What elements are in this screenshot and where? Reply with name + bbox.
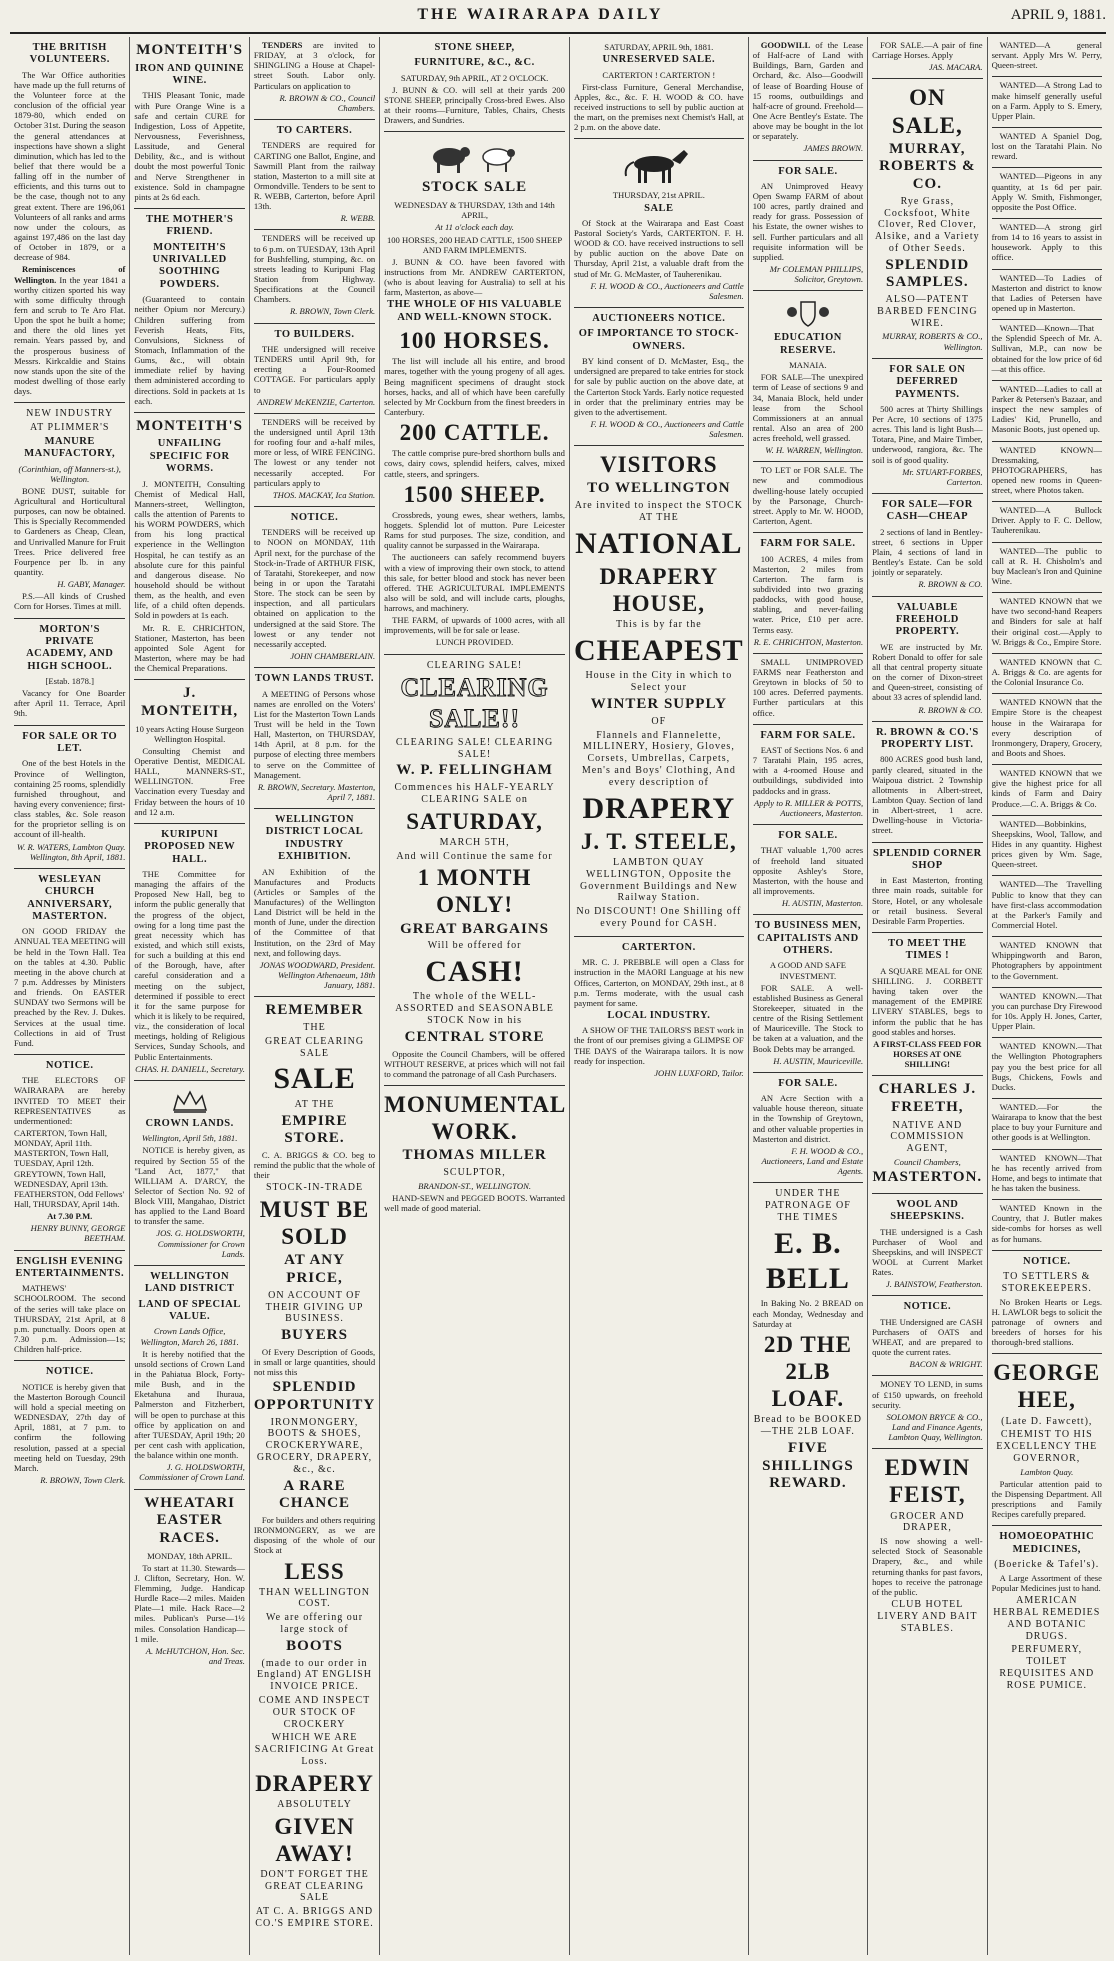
ad-carterton-maori-class: CARTERTON. MR. C. J. PREBBLE will open a Class for instruction in the MAORI Language at his new Offices, Carterton, on MONDAY, 29th inst., at 8 p.m. Terms moderate, with the usual cash payment for same. LOCAL INDUSTRY. A SHOW OF THE TAILORS'S BEST work in the front of our premises giving a GLIMPSE OF THE DAYS of the Wairarapa tailors. It is now ready for inspection. JOHN LUXFORD, Tailor. xyxy=(573,941,744,1078)
wanted-ad: WANTED KNOWN that we have two second-hand Reapers and Binders for sale at half their original cost.—Apply to W. Briggs & Co., Empire Store. xyxy=(992,593,1102,654)
wanted-ad: WANTED—A strong girl from 14 to 16 years to assist in housework. Apply to this office. xyxy=(992,219,1102,270)
ad-business-investment: TO BUSINESS MEN, CAPITALISTS AND OTHERS. A GOOD AND SAFE INVESTMENT. FOR SALE. A well-established Business as General Storekeeper, situated in the centre of the Rising Settlement of Mauriceville. The Stock to be taken at a valuation, and the Book Debts may be arranged. H. AUSTIN, Mauriceville. xyxy=(753,915,863,1073)
livestock-illustration-icon xyxy=(384,139,565,175)
ad-bread-bell: UNDER THE PATRONAGE OF THE TIMES E. B. BELL In Baking No. 2 BREAD on each Monday, Wednesday and Saturday at 2D THE 2LB LOAF. Bread to be BOOKED—THE 2LB LOAF. FIVE SHILLINGS REWARD. xyxy=(752,1188,864,1492)
ad-freehold-property: VALUABLE FREEHOLD PROPERTY. WE are instructed by Mr. Robert Donald to offer for sale all that central property situate on the corner of Dixon-street and Queen-street, consisting of about 33 acres of splendid land. R. BROWN & CO. xyxy=(872,597,982,722)
ad-to-let: TO LET or FOR SALE. The new and commodious dwelling-house lately occupied by the Parsonage, Church-street. Apply to Mr. W. HOOD, Carterton, Agent. xyxy=(753,462,863,533)
ad-borough-notice: NOTICE. NOTICE is hereby given that the Masterton Borough Council will hold a special meeting on WEDNESDAY, 27th day of April, 1881, at 7 p.m. to confirm the following resolution, passed at a special meeting held on Tuesday, 29th March. R. BROWN, Town Clerk. xyxy=(14,1366,126,1485)
ad-hotel-for-sale: FOR SALE OR TO LET. One of the best Hotels in the Province of Wellington, containing 25 rooms, splendidly furnished throughout, and having every convenience; first-class stables, &c. Sole reason for the proprietor selling is on account of ill-health. W. R. WATERS, Lambton Quay. Wellington, 8th April, 1881. xyxy=(14,726,125,869)
column-8 xyxy=(987,37,1106,1955)
wanted-ad: WANTED KNOWN—That he has recently arrived from Home, and begs to intimate that he has taken the business. xyxy=(992,1150,1102,1201)
ad-farm-for-sale-2: FARM FOR SALE. EAST of Sections Nos. 6 and 7 Taratahi Plain, 195 acres, with a 4-roomed House and outbuildings, subdivided into paddocks and in grass. Apply to R. MILLER & POTTS, Auctioneers, Masterton. xyxy=(753,725,863,825)
wanted-ad: WANTED Known in the Country, that J. Butler makes side-combs for horses as well as for humans. xyxy=(992,1200,1102,1251)
ad-swamp-farm: FOR SALE. AN Unimproved Heavy Open Swamp FARM of about 100 acres, partly drained and ready for grass. Possession of his Estate, the owner wishes to sell. Further particulars and all requisite information will be supplied. Mr COLEMAN PHILLIPS, Solicitor, Greytown. xyxy=(753,161,863,292)
ad-morton-academy: MORTON'S PRIVATE ACADEMY, AND HIGH SCHOOL. [Estab. 1878.] Vacancy for One Boarder after April 11. Terrace, April 9th. xyxy=(14,619,125,726)
column-1 xyxy=(10,37,129,1955)
column-5 xyxy=(569,37,748,1955)
column-4 xyxy=(379,37,569,1955)
ad-carriage-horses: FOR SALE.—A pair of fine Carriage Horses. Apply JAS. MACARA. xyxy=(872,37,982,79)
wanted-ad: WANTED—The Travelling Public to know that they can have first-class accommodation at the Parker's Family and Commercial Hotel. xyxy=(992,876,1102,937)
ad-national-drapery: VISITORS TO WELLINGTON Are invited to inspect the STOCK AT THE NATIONAL DRAPERY HOUSE, This is by far the CHEAPEST House in the City in which to Select your WINTER SUPPLY OF Flannels and Flannelette, MILLINERY, Hosiery, Gloves, Corsets, Umbrellas, Carpets, Men's and Boys' Clothing, And every description of DRAPERY J. T. STEELE, LAMBTON QUAY WELLINGTON, Opposite the Government Buildings and New Railway Station. No DISCOUNT! One Shilling off every Pound for CASH. xyxy=(574,446,744,937)
wanted-ad: WANTED—A general servant. Apply Mrs W. Perry, Queen-street. xyxy=(992,37,1102,77)
wanted-ad: WANTED KNOWN that the Empire Store is the cheapest house in the Wairarapa for every description of Ironmongery, Drapery, Grocery, and Boots and Shoes. xyxy=(992,694,1102,765)
ad-stone-sheep: STONE SHEEP, FURNITURE, &C., &C. SATURDAY, 9th APRIL, AT 2 O'CLOCK. J. BUNN & CO. will sell at their yards 200 STONE SHEEP, principally Cross-bred Ewes. Also at their rooms—Furniture, Tables, Chairs, Chests Drawers, and Sundries. xyxy=(384,37,565,132)
ad-exhibition: WELLINGTON DISTRICT LOCAL INDUSTRY EXHIBITION. AN Exhibition of the Manufactures and Products (Articles or Samples of the Manufactures) of the Wellington Land District will be held in the month of June, under the direction of the Committee of that Institution, on the 23rd of May next, and following days. JONAS WOODWARD, President. Wellington Athenaeum, 18th January, 1881. xyxy=(254,809,375,997)
wanted-ad: WANTED—The public to call at R. H. Chisholm's and buy Maclean's Iron and Quinine Wine. xyxy=(992,543,1102,594)
ad-kuripuni-hall: KURIPUNI PROPOSED NEW HALL. THE Committee for managing the affairs of the Proposed New Hall, beg to inform the public generally that the progress of the object, owing for a long time past the great necessity which has existed, and which still exists, for such a building at this end of the Borough, have, after careful consideration and a meeting on the subject, determined if possible to erect it for the same purpose for which it is likely to be required, viz., the consideration of local meetings, holding of Religious Services, Sunday Schools, and Public Entertainments. CHAS. H. DANIELL, Secretary. xyxy=(134,824,244,1081)
ad-goodwill: GOODWILL of the Lease of Half-acre of Land with Buildings, Barn, Garden and Orchard, &c. Also—Goodwill of lease of Boarding House of 15 rooms, outbuildings and half-acre of ground. Freehold—One Acre Bentley's Estate. The above may be bought in the lot or separately. JAMES BROWN. xyxy=(753,37,863,161)
ad-monteith-chemist: J. MONTEITH, 10 years Acting House Surgeon Wellington Hospital. Consulting Chemist and Operative Dentist, MEDICAL HALL, MANNERS-ST., WELLINGTON. Free Vaccination every Tuesday and Friday between the hours of 10 and 12 a.m. xyxy=(134,680,244,824)
masthead xyxy=(10,6,1106,34)
ad-edwin-feist: EDWIN FEIST, GROCER AND DRAPER, IS now showing a well-selected Stock of Seasonable Drapery, &c., and while returning thanks for past favors, hopes to receive the patronage of the public. CLUB HOTEL LIVERY AND BAIT STABLES. xyxy=(872,1455,983,1634)
wanted-ad: WANTED KNOWN.—That you can purchase Dry Firewood for 10s. Apply H. Jones, Carter, Upper Plain. xyxy=(992,988,1102,1039)
ad-education-reserve: EDUCATION RESERVE. MANAIA. FOR SALE—The unexpired term of Lease of sections 9 and 34, Manaia Block, held under lease from the School Commissioners at an annual rental. Also an area of 200 acres freehold, well grassed. W. H. WARREN, Wellington. xyxy=(753,291,863,462)
ad-tenders-bushfelling: TENDERS will be received up to 6 p.m. on TUESDAY, 13th April for Bushfelling, stumping, &c. on streets leading to Kuripuni Flag Station from Highway. Specifications at the Council Chambers. R. BROWN, Town Clerk. xyxy=(254,230,375,323)
wanted-ad: WANTED—Known—That the Splendid Speech of Mr. A. Sullivan, M.P., can now be obtained for the low price of 6d—at this office. xyxy=(992,320,1102,381)
ad-to-meet-times: TO MEET THE TIMES ! A SQUARE MEAL for ONE SHILLING. J. CORBETT having taken over the management of the EMPIRE LIVERY STABLES, begs to inform the public that he has good stables and horses. A FIRST-CLASS FEED FOR HORSES AT ONE SHILLING! xyxy=(872,933,982,1076)
wanted-ad: WANTED—Ladies to call at Parker & Petersen's Bazaar, and inspect the new samples of Ladies' Kid, Prunello, and Masonic Boots, just opened up. xyxy=(992,381,1102,442)
ad-horse-sale: THURSDAY, 21st APRIL. SALE Of Stock at the Wairarapa and East Coast Pastoral Society's Yards, CARTERTON. F. H. WOOD & CO. have received instructions to sell by public auction on the above Date on Thursday, April 21st, a valuable draft from the stud of Mr. G. McMaster, of Tauherenikau. F. H. WOOD & CO., Auctioneers and Cattle Salesmen. xyxy=(574,139,744,308)
ad-stock-notice: NOTICE. TENDERS will be received up to NOON on MONDAY, 11th April next, for the purchase of the Stock-in-Trade of ARTHUR FISK, of Taratahi, Storekeeper, and now being in or upon the Taratahi Store. The stock can be seen by inspection, and all particulars obtained on application to the undersigned at the said Store. The lowest or any tender not necessarily accepted. JOHN CHAMBERLAIN. xyxy=(254,507,375,668)
sale-word: SALE xyxy=(273,1062,356,1096)
column-6 xyxy=(748,37,867,1955)
ad-plimmer-manure: NEW INDUSTRY AT PLIMMER'S MANURE MANUFACTORY, (Corinthian, off Manners-st.), Wellington. BONE DUST, suitable for Agricultural and Horticultural purposes, can now be obtained. This is Specially Recommended to Gardeners as Cheap, Clean, and Unrivalled Manure for Fruit Trees. Price delivered free Fourpence per lb. in any quantity. H. GABY, Manager. P.S.—All kinds of Crushed Corn for Horses. Times at mill. xyxy=(14,403,125,618)
ad-to-carters: TO CARTERS. TENDERS are required for CARTING one Ballot, Engine, and Sawmill Plant from the railway station, Masterton to a mill site at Ormondville. Tenders to be sent to R. WEBB, Carterton, before April 13th. R. WEBB. xyxy=(254,120,375,231)
ad-small-farms: SMALL UNIMPROVED FARMS near Featherston and Greytown in blocks of 50 to 100 acres. Deferred payments. Further particulars at this office. xyxy=(753,654,863,725)
ad-george-hee-chemist: GEORGE HEE, (Late D. Fawcett), CHEMIST TO HIS EXCELLENCY THE GOVERNOR, Lambton Quay. Particular attention paid to the Dispensing Department. All prescriptions and Family Recipes carefully prepared. xyxy=(992,1354,1102,1526)
wanted-ad: WANTED—To Ladies of Masterton and district to know that Ladies of Petersen have opened up in Masterton. xyxy=(992,270,1102,321)
ad-wesleyan: WESLEYAN CHURCH ANNIVERSARY, MASTERTON. ON GOOD FRIDAY the ANNUAL TEA MEETING will be held in the Town Hall. Tea on the tables at 4.30. Public meeting in the above church at 7 p.m. Addresses by Ministers and friends. On EASTER SUNDAY two Sermons will be preached by the Rev. J. Dukes. Services at the usual time. Collections in aid of Trust Fund. xyxy=(14,869,125,1055)
ad-acre-section: FOR SALE. AN Acre Section with a valuable house thereon, situate in the Township of Greytown, and other valuable properties in Masterton and district. F. H. WOOD & CO., Auctioneers, Land and Estate Agents. xyxy=(753,1073,863,1184)
wanted-ad: WANTED KNOWN—Dressmaking, PHOTOGRAPHERS, has opened new rooms in Queen-street, where Photos taken. xyxy=(992,442,1102,503)
ad-freeth-agent: CHARLES J. FREETH, NATIVE AND COMMISSION AGENT, Council Chambers, MASTERTON. xyxy=(872,1076,982,1194)
column-7 xyxy=(867,37,986,1955)
masthead-date: APRIL 9, 1881. xyxy=(1010,7,1106,23)
ad-oats-wheat: NOTICE. THE Undersigned are CASH Purchasers of OATS and WHEAT, and are prepared to quote the current rates. BACON & WRIGHT. xyxy=(872,1296,982,1376)
ad-property-list: R. BROWN & CO.'S PROPERTY LIST. 800 ACRES good bush land, partly cleared, situated in the Waipoua district. 2 Township allotments in Albert-street, Lambton Quay. Section of land in Albert-street, 1 acre. Dwelling-house in Victoria-street. xyxy=(872,722,982,843)
page-columns xyxy=(10,37,1106,1955)
ad-corner-shop: SPLENDID CORNER SHOP in East Masterton, fronting three main roads, suitable for Store, Hotel, or any wholesale or retail business. Several Desirable Farm Properties. xyxy=(872,843,982,933)
ad-town-lands-trust: TOWN LANDS TRUST. A MEETING of Persons whose names are enrolled on the Voters' List for the Masterton Town Lands Trust will be held in the Town Hall, Masterton, on THURSDAY, 14th April, at 8 p.m. for the purpose of electing three members to serve on the Committee of Management. R. BROWN, Secretary. Masterton, April 7, 1881. xyxy=(254,668,375,809)
ad-tenders-shingling: TENDERS are invited to FRIDAY, at 3 o'clock, for SHINGLING a House at Chapel-street South. Labor only. Particulars on application to R. BROWN & CO., Council Chambers. xyxy=(254,37,375,120)
column-2 xyxy=(129,37,248,1955)
ad-monumental: MONUMENTAL WORK. THOMAS MILLER SCULPTOR, BRANDON-ST., WELLINGTON. HAND-SEWN and PEGGED BOOTS. Warranted well made of good material. xyxy=(384,1091,567,1213)
masthead-title: THE WAIRARAPA DAILY xyxy=(417,6,664,23)
ad-land-district: WELLINGTON LAND DISTRICT LAND OF SPECIAL VALUE. Crown Lands Office, Wellington, March 26, 1881. It is hereby notified that the unsold sections of Crown Land in the Pahiatua Block, Forty-mile Bush, and in the Eketahuna and Ihuraua, Palmerston and Fitzherbert, will be open to purchase at this office by application on and after TUESDAY, April 19th; 20 per cent cash with application, the balance within one month. J. G. HOLDSWORTH, Commissioner of Crown Land. xyxy=(134,1266,244,1490)
ad-clearing-sale: CLEARING SALE! CLEARING SALE!! CLEARING SALE! CLEARING SALE! W. P. FELLINGHAM Commences his HALF-YEARLY CLEARING SALE on SATURDAY, MARCH 5TH, And will Continue the same for 1 MONTH ONLY! GREAT BARGAINS Will be offered for CASH! The whole of the WELL-ASSORTED and SEASONABLE STOCK Now in his CENTRAL STORE Opposite the Council Chambers, will be offered WITHOUT RESERVE, at prices which will not fail to command the patronage of all Cash Purchasers. xyxy=(384,655,565,1086)
ad-money-to-lend: MONEY TO LEND, in sums of £150 upwards, on freehold security. SOLOMON BRYCE & CO., Land and Finance Agents, Lambton Quay, Wellington. xyxy=(872,1376,982,1449)
ad-unreserved-sale: SATURDAY, APRIL 9th, 1881. UNRESERVED SALE. CARTERTON ! CARTERTON ! First-class Furniture, General Merchandise, Apples, &c., &c. F. H. WOOD & CO. have received instructions to sell by public auction at the mart, on the premises next Chemist's Hall, at 2 p.m. on the above date. xyxy=(574,37,744,139)
wanted-ad: WANTED KNOWN.—That the Wellington Photographers pay you the best price for all Bugs, Chickens, Fowls and Ducks. xyxy=(992,1038,1102,1099)
wanted-ad: WANTED KNOWN that Whippingworth and Baron, Photographers by appointment to the Government. xyxy=(992,937,1102,988)
wanted-ad: WANTED A Spaniel Dog, lost on the Taratahi Plain. No reward. xyxy=(992,128,1102,168)
article-body: In the year 1841 a worthy citizen sported his way with some difficulty through fern and scrub to Te Aro Flat. Upon the spot he built a home; and there the old lines yet remain. Years passed by, and the prosperous business of Messrs. Kirkcaldie and Stains now stands upon the site of the modest dwelling of those early days. xyxy=(14,274,126,397)
ad-worm-powders: MONTEITH'S UNFAILING SPECIFIC FOR WORMS. J. MONTEITH, Consulting Chemist of Medical Hall, Manners-street, Wellington, calls the attention of Parents to his WORM POWDERS, which from his long practical experience in the Wellington Hospital, he can testify as an absolute cure for this painful and dangerous disease. No household should be without them, as the health, and even life, of a child often depends. Sold in powders at 1s each. Mr. R. E. CHRICHTON, Stationer, Masterton, has been appointed Sole Agent for Masterton, where may be had the Chemical Preparations. xyxy=(134,413,244,680)
ad-iron-quinine: MONTEITH'S IRON AND QUININE WINE. THIS Pleasant Tonic, made with Pure Orange Wine is a safe and certain CURE for Indigestion, Loss of Appetite, Nervousness, Feverishness, Lassitude, and General Debility, &c., and is without doubt the most powerful Tonic and Nerve Strengthener in existence. Sold in champagne pints at 2s 6d each. xyxy=(134,37,244,209)
wanted-ad: WANTED—A Bullock Driver. Apply to F. C. Dellow, Tauherenikau. xyxy=(992,502,1102,542)
ad-electors-notice: NOTICE. THE ELECTORS OF WAIRARAPA are hereby INVITED TO MEET their REPRESENTATIVES as undermentioned: CARTERTON, Town Hall, MONDAY, April 11th. MASTERTON, Town Hall, TUESDAY, April 12th. GREYTOWN, Town Hall, WEDNESDAY, April 13th. FEATHERSTON, Odd Fellows' Hall, THURSDAY, April 14th. At 7.30 P.M. HENRY BUNNY, GEORGE BEETHAM. xyxy=(14,1055,125,1251)
ad-deferred-payments: FOR SALE ON DEFERRED PAYMENTS. 500 acres at Thirty Shillings Per Acre, 10 sections of 1375 acres. This land is light Bush—Totara, Pine, and Maire Timber, underwood, rangiora, &c. The soil is of good quality. Mr. STUART-FORBES, Carterton. xyxy=(872,359,982,494)
ad-stock-sale: STOCK SALE WEDNESDAY & THURSDAY, 13th and 14th APRIL, At 11 o'clock each day. 100 HORSES, 200 HEAD CATTLE, 1500 SHEEP AND FARM IMPLEMENTS. J. BUNN & CO. have been favored with instructions from Mr. ANDREW CARTERTON, (who is about leaving for Australia) to sell at his farm, Masterton, as above— THE WHOLE OF HIS VALUABLE AND WELL-KNOWN STOCK. 100 HORSES. The list will include all his entire, and brood mares, together with the young progeny of all ages. Being magnificent specimens of draught stock horses, hacks, and all of which have been carefully selected by Mr Cockburn from the finest breeders in Canterbury. 200 CATTLE. The cattle comprise pure-bred shorthorn bulls and cows, dairy cows, splendid heifers, calves, mixed cattle, steers, and springers. 1500 SHEEP. Crossbreds, young ewes, shear wethers, lambs, hoggets. Splendid lot of mutton. Pure Leicester Rams for stud purposes. The size, condition, and quality cannot be surpassed in the Wairarapa. The auctioneers can safely recommend buyers with a view of improving their own stock, to attend this sale, for better blood and stock has never been offered. THE AGRICULTURAL IMPLEMENTS also will be sold, and will include carts, ploughs, harrows, and machinery. THE FARM, of upwards of 1000 acres, with all improvements, will be for sale or lease. LUNCH PROVIDED. xyxy=(384,132,565,654)
horse-illustration-icon xyxy=(574,146,744,186)
ad-crown-lands: CROWN LANDS. Wellington, April 5th, 1881. NOTICE is hereby given, as required by Section 55 of the "Land Act, 1877," that WILLIAM A. D'ARCY, the Selector of Section No. 92 of Block VIII, Mangahao, District has applied to the Land Board to transfer the same. JOS. G. HOLDSWORTH, Commissioner for Crown Lands. xyxy=(134,1081,244,1266)
article-lead: Reminiscences of Wellington. xyxy=(14,264,126,285)
ad-auctioneers-notice: AUCTIONEERS NOTICE. OF IMPORTANCE TO STOCK-OWNERS. BY kind consent of D. McMaster, Esq., the undersigned are prepared to take entries for stock for sale by public auction on the above date, at the Carterton Stock Yards. Early notice requested in order that the preliminary entries may be given to the advertisement. F. H. WOOD & CO., Auctioneers and Cattle Salesmen. xyxy=(574,308,744,446)
ad-wool-sheepskins: WOOL AND SHEEPSKINS. THE undersigned is a Cash Purchaser of Wool and Sheepskins, and will INSPECT WOOL at Current Market Rates. J. BAINSTOW, Featherston. xyxy=(872,1194,982,1297)
ad-cash-cheap: FOR SALE—FOR CASH—CHEAP 2 sections of land in Bentley-street, 6 sections in Upper Plain, 4 sections of land in Bentley's Estate. Can be sold jointly or separately. R. BROWN & CO. xyxy=(872,494,982,597)
wanted-ad: WANTED KNOWN that C. A. Briggs & Co. are agents for the Colonial Insurance Co. xyxy=(992,654,1102,694)
article-body: The War Office authorities have made up the full returns of the Volunteer force at the conclusion of the official year 1879-80, which ended on October 31st. During the season the general attendances at inspections have shown a slight diminution, which has led to the belief that there would be a falling off in the number of efficients, and this turns out to be the case, though not to any great extent. There are 196,061 Volunteers of all ranks and arms now under the colours, as against 197,486 on the last day of October in 1879, or a decrease of 984. xyxy=(14,69,126,263)
column-3 xyxy=(249,37,379,1955)
article-volunteers xyxy=(14,37,125,403)
ad-farm-for-sale: FARM FOR SALE. 100 ACRES, 4 miles from Masterton, 2 miles from Carterton. The farm is subdivided into two grazing paddocks, with good house, stabling, and never-failing water. Price, £10 per acre. Terms easy. R. E. CHRICHTON, Masterton. xyxy=(753,533,863,654)
coat-of-arms-icon xyxy=(753,298,863,328)
article-title: THE BRITISH VOLUNTEERS. xyxy=(29,42,110,66)
ad-homoeopathic: HOMOEOPATHIC MEDICINES, (Boericke & Tafel's). A Large Assortment of these Popular Medicines just to hand. AMERICAN HERBAL REMEDIES AND BOTANIC DRUGS. PERFUMERY, TOILET REQUISITES AND ROSE PUMICE. xyxy=(991,1531,1102,1691)
wanted-ad: WANTED—Bobbinkins, Sheepskins, Wool, Tallow, and Hides in any quantity. Highest prices given by Wm. Sage, Queen-street. xyxy=(992,816,1102,877)
crown-emblem-icon xyxy=(134,1088,244,1114)
ad-tenders-fencing: TENDERS will be received by the undersigned until April 13th for roofing four and a-half miles, more or less, of WIRE FENCING. The lowest or any tender not necessarily accepted. For particulars apply to THOS. MACKAY, Ica Station. xyxy=(254,414,375,507)
ad-settlers-notice: NOTICE. TO SETTLERS & STOREKEEPERS. No Broken Hearts or Legs. H. LAWLOR begs to solicit the patronage of owners and breeders of horses for his thorough-bred stallions. xyxy=(992,1251,1102,1355)
ad-entertainment: ENGLISH EVENING ENTERTAINMENTS. MATHEWS' SCHOOLROOM. The second of the series will take place on THURSDAY, 21st April, at 8 p.m. punctually. Doors open at 7.30 p.m. Admission—1s; Children half-price. xyxy=(14,1251,125,1362)
ad-seeds-on-sale: ON SALE, MURRAY, ROBERTS & CO. Rye Grass, Cocksfoot, White Clover, Red Clover, Alsike, and a Variety of Other Seeds. SPLENDID SAMPLES. ALSO—PATENT BARBED FENCING WIRE. MURRAY, ROBERTS & CO., Wellington. xyxy=(872,79,982,358)
wanted-ad: WANTED KNOWN that we give the highest price for all kinds of Farm and Dairy Produce.—C. A. Briggs & Co. xyxy=(992,765,1102,816)
ad-freehold-sale: FOR SALE. THAT valuable 1,700 acres of freehold land situated opposite Ashley's Store, Masterton, with the house and all improvements. H. AUSTIN, Masterton. xyxy=(753,825,863,915)
ad-empire-store-sale: REMEMBER THE GREAT CLEARING SALE SALE AT THE EMPIRE STORE. C. A. BRIGGS & CO. beg to remind the public that the whole of their STOCK-IN-TRADE MUST BE SOLD AT ANY PRICE, ON ACCOUNT OF THEIR GIVING UP BUSINESS. BUYERS Of Every Description of Goods, in small or large quantities, should not miss this SPLENDID OPPORTUNITY IRONMONGERY, BOOTS & SHOES, CROCKERYWARE, GROCERY, DRAPERY, &c., &c. A RARE CHANCE For builders and others requiring IRONMONGERY, as we are disposing of the whole of our Stock at LESS THAN WELLINGTON COST. We are offering our large stock of BOOTS (made to our order in England) AT ENGLISH INVOICE PRICE. COME AND INSPECT OUR STOCK OF CROCKERY WHICH WE ARE SACRIFICING At Great Loss. DRAPERY ABSOLUTELY GIVEN AWAY! DON'T FORGET THE GREAT CLEARING SALE AT C. A. BRIGGS AND CO.'S EMPIRE STORE. xyxy=(253,1002,376,1930)
ad-easter-races: WHEATARI EASTER RACES. MONDAY, 18th APRIL. To start at 11.30. Stewards—J. Clifton, Secretary, Hon. W. Flemming, Judge. Handicap Hurdle Race—2 miles. Maiden Plate—1 mile. Hack Race—2 miles. Publican's Purse—1½ miles. Consolation Handicap—1 mile. A. McHUTCHON, Hon. Sec. and Treas. xyxy=(134,1494,245,1666)
wanted-ad: WANTED—Pigeons in any quantity, at 1s 6d per pair. Apply W. Smith, Fishmonger, opposite the Post Office. xyxy=(992,168,1102,219)
ad-soothing-powders: THE MOTHER'S FRIEND. MONTEITH'S UNRIVALLED SOOTHING POWDERS. (Guaranteed to contain neither Opium nor Mercury.) Children suffering from Feverish Heats, Fits, Convulsions, Sickness of Stomach, Inflammation of the Gums, &c., will obtain immediate relief by having them administered according to directions. Sold in packets at 1s each. xyxy=(134,209,244,413)
wanted-ad: WANTED—A Strong Lad to make himself generally useful on a Farm. Apply to S. Emery, Upper Plain. xyxy=(992,77,1102,128)
ad-to-builders: TO BUILDERS. THE undersigned will receive TENDERS until April 9th, for erecting a Four-Roomed COTTAGE. For particulars apply to ANDREW McKENZIE, Carterton. xyxy=(254,324,375,414)
wanted-ad: WANTED.—For the Wairarapa to know that the best place to buy your Furniture and other goods is at Wellington. xyxy=(992,1099,1102,1150)
